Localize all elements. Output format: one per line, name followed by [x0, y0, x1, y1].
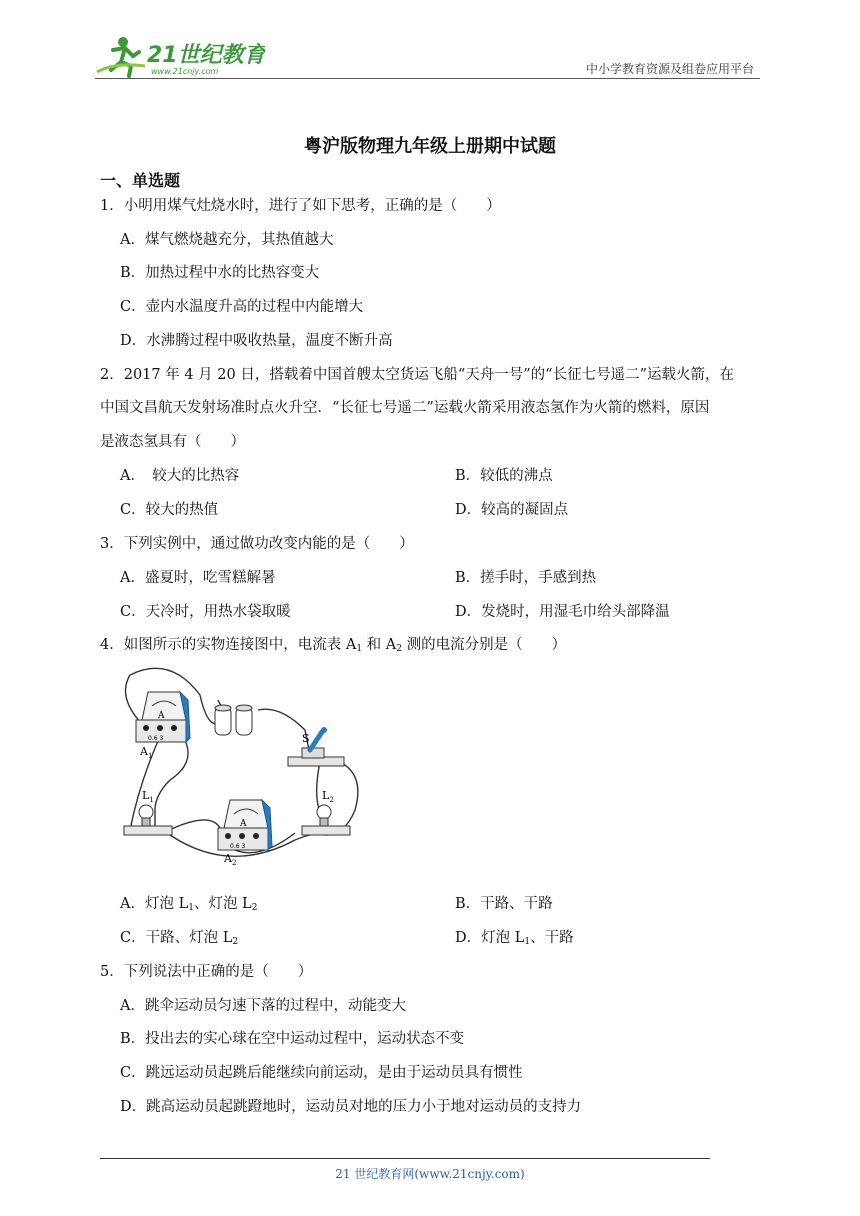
- svg-text:A: A: [158, 711, 165, 721]
- battery-icon: [215, 705, 252, 735]
- q5-option-c: C．跳远运动员起跳后能继续向前运动，是由于运动员具有惯性: [120, 1065, 523, 1081]
- site-logo: [95, 32, 265, 80]
- question-2-stem-line1: 2．2017 年 4 月 20 日，搭载着中国首艘太空货运飞船“天舟一号”的“长征七号遥二”运载火箭，在: [100, 367, 734, 383]
- q2-option-b: B．较低的沸点: [455, 468, 553, 484]
- q3-option-d: D．发烧时，用湿毛巾给头部降温: [455, 604, 670, 620]
- ammeter-2: [218, 800, 272, 850]
- q3-option-c: C．天冷时，用热水袋取暖: [120, 604, 291, 620]
- question-5-stem: 5．下列说法中正确的是（ ）: [100, 964, 313, 980]
- q1-option-b: B．加热过程中水的比热容变大: [120, 265, 320, 281]
- q4-option-d: D．灯泡 $L_1$、干路: [455, 930, 574, 947]
- q5-option-d: D．跳高运动员起跳蹬地时，运动员对地的压力小于地对运动员的支持力: [120, 1099, 582, 1115]
- switch-icon: [288, 727, 344, 766]
- footer-divider: [100, 1158, 710, 1159]
- logo-text: 21世纪教育: [147, 43, 265, 68]
- svg-text:0.6 3: 0.6 3: [230, 843, 246, 850]
- page-title: 粤沪版物理九年级上册期中试题: [304, 136, 556, 157]
- logo-url: www.21cnjy.com: [151, 67, 219, 76]
- section-heading: 一、单选题: [100, 171, 181, 190]
- question-3-stem: 3．下列实例中，通过做功改变内能的是（ ）: [100, 536, 414, 552]
- q3-option-b: B．搓手时，手感到热: [455, 570, 597, 586]
- question-1-stem: 1．小明用煤气灶烧水时，进行了如下思考，正确的是（ ）: [100, 198, 501, 214]
- q4-option-a: A．灯泡 $L_1$、灯泡 $L_2$: [120, 896, 258, 913]
- q4-option-b: B．干路、干路: [455, 896, 553, 912]
- q5-option-b: B．投出去的实心球在空中运动过程中，运动状态不变: [120, 1031, 465, 1047]
- lamp-2-icon: [302, 789, 350, 835]
- question-2-stem-line2: 中国文昌航天发射场准时点火升空．“长征七号遥二”运载火箭采用液态氢作为火箭的燃料，原因: [100, 400, 710, 416]
- ammeter-1: [136, 692, 190, 742]
- q2-option-a: A． 较大的比热容: [120, 468, 240, 484]
- q5-option-a: A．跳伞运动员匀速下落的过程中，动能变大: [120, 998, 406, 1014]
- q4-option-c: C．干路、灯泡 $L_2$: [120, 930, 239, 947]
- q1-option-c: C．壶内水温度升高的过程中内能增大: [120, 299, 364, 315]
- header-divider: [95, 78, 760, 79]
- runner-icon: [97, 37, 145, 76]
- lamp-2-label: $L_2$: [322, 789, 334, 804]
- header-platform-text: 中小学教育资源及组卷应用平台: [585, 62, 754, 76]
- q1-option-d: D．水沸腾过程中吸收热量，温度不断升高: [120, 333, 393, 349]
- ammeter-1-label: $A_1$: [140, 745, 153, 760]
- footer-link[interactable]: 21 世纪教育网(www.21cnjy.com): [335, 1167, 525, 1181]
- q1-option-a: A．煤气燃烧越充分，其热值越大: [120, 232, 334, 248]
- question-2-stem-line3: 是液态氢具有（ ）: [100, 434, 245, 450]
- q3-option-a: A．盛夏时，吃雪糕解暑: [120, 570, 276, 586]
- circuit-figure: [110, 660, 370, 875]
- lamp-1-icon: [124, 789, 172, 835]
- question-4-stem: 4．如图所示的实物连接图中，电流表 $A_1$ 和 $A_2$ 测的电流分别是（ ）: [100, 637, 567, 654]
- switch-label: S: [302, 732, 310, 745]
- ammeter-2-label: $A_2$: [224, 852, 237, 867]
- svg-text:A: A: [240, 819, 247, 829]
- svg-text:0.6 3: 0.6 3: [148, 735, 164, 742]
- lamp-1-label: $L_1$: [142, 789, 154, 804]
- q2-option-d: D．较高的凝固点: [455, 502, 569, 518]
- q2-option-c: C．较大的热值: [120, 502, 219, 518]
